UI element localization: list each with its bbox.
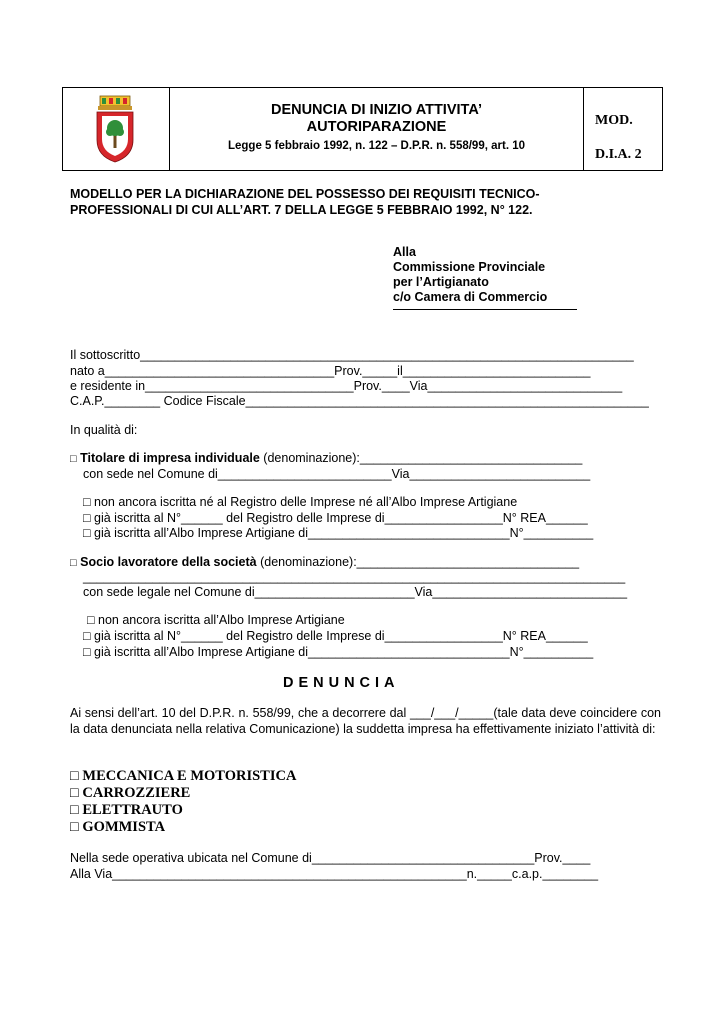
denuncia-heading: DENUNCIA [283, 675, 400, 691]
recipient-block [393, 245, 577, 310]
socio-option-registro[interactable]: □ già iscritta al N°______ del Registro delle Imprese di_________________N° REA______ [83, 629, 588, 643]
titolare-sede-field[interactable]: con sede nel Comune di_________________________Via__________________________ [83, 467, 591, 481]
model-code: D.I.A. 2 [595, 147, 642, 162]
activity-option-carrozziere[interactable]: □ CARROZZIERE [70, 785, 191, 801]
recipient-line1: Alla [393, 245, 416, 259]
residence-field[interactable]: e residente in______________________________Prov.____Via____________________________ [70, 379, 623, 393]
model-label: MOD. [595, 113, 633, 128]
header-table [62, 87, 663, 171]
socio-option-non-iscritta[interactable]: □ non ancora iscritta all’Albo Imprese Artigiane [87, 613, 345, 627]
sottoscritto-field[interactable]: Il sottoscritto_______________________________________________________________________ [70, 348, 634, 362]
law-reference: Legge 5 febbraio 1992, n. 122 – D.P.R. n. 558/99, art. 10 [227, 140, 525, 152]
recipient-line3: per l’Artigianato [393, 275, 489, 289]
activity-option-gommista[interactable]: □ GOMMISTA [70, 819, 166, 835]
document-title-line2: AUTORIPARAZIONE [306, 119, 447, 135]
activity-option-meccanica[interactable]: □ MECCANICA E MOTORISTICA [70, 768, 297, 784]
declaration-paragraph: Ai sensi dell’art. 10 del D.P.R. n. 558/99, che a decorrere dal ___/___/_____(tale data deve coincidere con la data denunciata nella relativa Comunicazione) la suddetta impresa ha effettivamente iniziato l’attività di: [70, 706, 661, 736]
titolare-row [70, 451, 582, 465]
recipient-city-field[interactable] [393, 309, 577, 310]
titolare-option-non-iscritta[interactable]: □ non ancora iscritta né al Registro delle Imprese né all’Albo Imprese Artigiane [83, 495, 518, 509]
socio-row [70, 555, 579, 569]
subtitle-line2: PROFESSIONALI DI CUI ALL’ART. 7 DELLA LEGGE 5 FEBBRAIO 1992, N° 122. [70, 203, 533, 217]
form-subtitle [70, 186, 539, 218]
birth-field[interactable]: nato a_________________________________Prov._____il___________________________ [70, 364, 591, 378]
sede-operativa-via-field[interactable]: Alla Via___________________________________________________n._____c.a.p.________ [70, 867, 599, 881]
title-cell [170, 88, 584, 170]
titolare-option-registro[interactable]: □ già iscritta al N°______ del Registro delle Imprese di_________________N° REA______ [83, 511, 588, 525]
titolare-denominazione-field[interactable]: (denominazione):________________________________ [259, 451, 583, 465]
sede-operativa-comune-field[interactable]: Nella sede operativa ubicata nel Comune di________________________________Prov.____ [70, 851, 591, 865]
socio-checkbox[interactable]: □ [70, 557, 77, 569]
recipient-line4: c/o Camera di Commercio [393, 290, 548, 304]
socio-sede-field[interactable]: con sede legale nel Comune di_______________________Via____________________________ [83, 585, 628, 599]
titolare-label: Titolare di impresa individuale [80, 451, 260, 465]
logo-cell [63, 88, 170, 170]
cap-fiscal-code-field[interactable]: C.A.P.________ Codice Fiscale__________________________________________________________ [70, 394, 649, 408]
socio-denominazione-continuation[interactable]: ______________________________________________________________________________ [83, 570, 626, 584]
in-qualita-label: In qualità di: [70, 423, 138, 437]
socio-label: Socio lavoratore della società [80, 555, 257, 569]
document-title: DENUNCIA DI INIZIO ATTIVITA’ [270, 102, 483, 118]
titolare-checkbox[interactable]: □ [70, 453, 77, 465]
socio-denominazione-field[interactable]: (denominazione):________________________________ [256, 555, 580, 569]
socio-option-albo[interactable]: □ già iscritta all’Albo Imprese Artigiane di_____________________________N°__________ [83, 645, 594, 659]
titolare-option-albo[interactable]: □ già iscritta all’Albo Imprese Artigiane di_____________________________N°__________ [83, 526, 594, 540]
subtitle-line1: MODELLO PER LA DICHIARAZIONE DEL POSSESSO DEI REQUISITI TECNICO- [70, 187, 540, 201]
region-coat-of-arms-icon [92, 94, 138, 164]
model-code-cell [584, 88, 662, 170]
recipient-line2: Commissione Provinciale [393, 260, 546, 274]
activity-option-elettrauto[interactable]: □ ELETTRAUTO [70, 802, 183, 818]
